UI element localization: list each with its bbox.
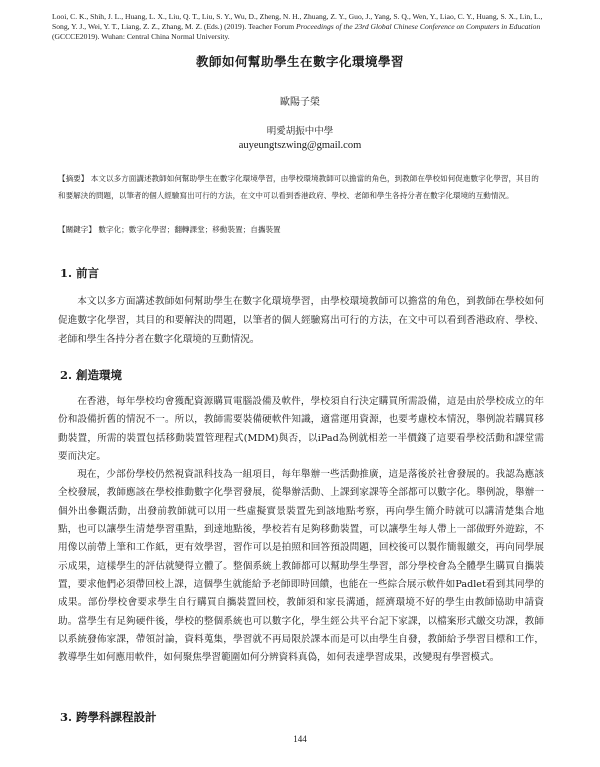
keywords <box>58 223 544 237</box>
abstract-label: 【摘要】 <box>58 174 89 183</box>
keywords-text: 數字化；數字化學習；翻轉課堂；移動裝置；自攜裝置 <box>95 225 281 234</box>
citation-prefix: Looi, C. K., Shih, J. L., Huang, L. X., Liu, Q. T., Liu, S. Y., Wu, D., Zheng, N. H., Zhuang, Z. Y., Guo, J., Yang, S. Q., Wen, Y., Liao, C. Y., Huang, S. X., Lin, L., Song, Y. J., Wei, Y. T., Liang, Z. Z., Zhang, M. Z. (Eds.) (2019). <box>52 12 543 31</box>
author-name: 歐陽子榮 <box>280 97 320 108</box>
author-email: auyeungtszwing@gmail.com <box>238 140 362 151</box>
paragraph: 在香港，每年學校均會獲配資源購買電腦設備及軟件，學校須自行決定購買所需設備，這是由於學校成立的年份和設備折舊的情況不一。所以，教師需要裝備硬軟件知識，適當運用資源，也要考慮校本情況，舉例說若購買移動裝置，所需的裝置包括移動裝置管理程式(MDM)與否，以iPad為例就相差一半價錢了這要看學校活動和課堂需要而決定。 <box>58 396 544 462</box>
page-number: 144 <box>293 734 307 744</box>
paper-title: 教師如何幫助學生在數字化環境學習 <box>195 54 404 69</box>
section-heading-curriculum: 3. 跨學科課程設計 <box>60 710 157 724</box>
citation-mid: Teacher Forum <box>246 22 297 31</box>
citation-header <box>52 12 552 42</box>
section-heading-environment: 2. 創造環境 <box>60 368 123 382</box>
abstract-text: 本文以多方面講述教師如何幫助學生在數字化環境學習，由學校環境教師可以擔當的角色，到教師在學校如何促進數字化學習，其目的和要解決的問題，以筆者的個人經驗寫出可行的方法，在文中可以看到香港政府、學校、老師和學生各持分者在數字化環境的互動情況。 <box>58 174 539 200</box>
section-heading-intro: 1. 前言 <box>60 266 100 280</box>
citation-suffix: (GCCCE2019). Wuhan: Central China Normal University. <box>52 32 230 41</box>
paragraph: 本文以多方面講述教師如何幫助學生在數字化環境學習，由學校環境教師可以擔當的角色，到教師在學校如何促進數字化學習，其目的和要解決的問題，以筆者的個人經驗寫出可行的方法，在文中可以看到香港政府、學校、老師和學生各持分者在數字化環境的互動情況。 <box>58 296 544 346</box>
paragraph: 現在，少部份學校仍然視資訊科技為一組項目，每年舉辦一些活動推廣，這是落後於社會發展的。我認為應該全校發展，教師應該在學校推動數字化學習發展，從舉辦活動、上課到家課等全部都可以數字化。舉例說，舉辦一個外出參觀活動，出發前教師就可以用一些虛擬實景裝置先到該地點考察，再向學生簡介時就可以講清楚集合地點，也可以讓學生清楚學習重點，到達地點後，學校若有足夠移動裝置，可以讓學生每人帶上一部做野外遊踪，不用像以前帶上筆和工作紙，更有效學習，習作可以是拍照和回答預設問題，回校後可以製作簡報繳交，再向同學展示成果，這樣學生的評估就變得立體了。整個系統上教師都可以幫助學生學習，部分學校會為全體學生購買自攜裝置，要求他們必須帶回校上課，這個學生就能給予老師即時回饋，也能在一些綜合展示軟件如Padlet看到其同學的成果。部份學校會要求學生自行購買自攜裝置回校，教師須和家長溝通，經濟環境不好的學生由教師協助申請資助。當學生有足夠硬件後，學校的整個系統也可以數字化，學生經公共平台記下家課，以檔案形式繳交功課，教師以系統發佈家課，帶領討論，資料蒐集，學習就不再局限於課本而是可以由學生自發，教師給予學習目標和工作，教導學生如何應用軟件，如何聚焦學習範圍如何分辨資料真偽，如何表達學習成果，改變現有學習模式。 <box>58 469 544 664</box>
keywords-label: 【關鍵字】 <box>58 225 96 234</box>
section-body-intro <box>58 292 544 350</box>
author-affiliation: 明愛胡振中中學 <box>266 126 334 137</box>
section-body-environment <box>58 393 544 667</box>
abstract <box>58 170 544 204</box>
citation-proceedings: Proceedings of the 23rd Global Chinese Conference on Computers in Education <box>296 22 541 31</box>
